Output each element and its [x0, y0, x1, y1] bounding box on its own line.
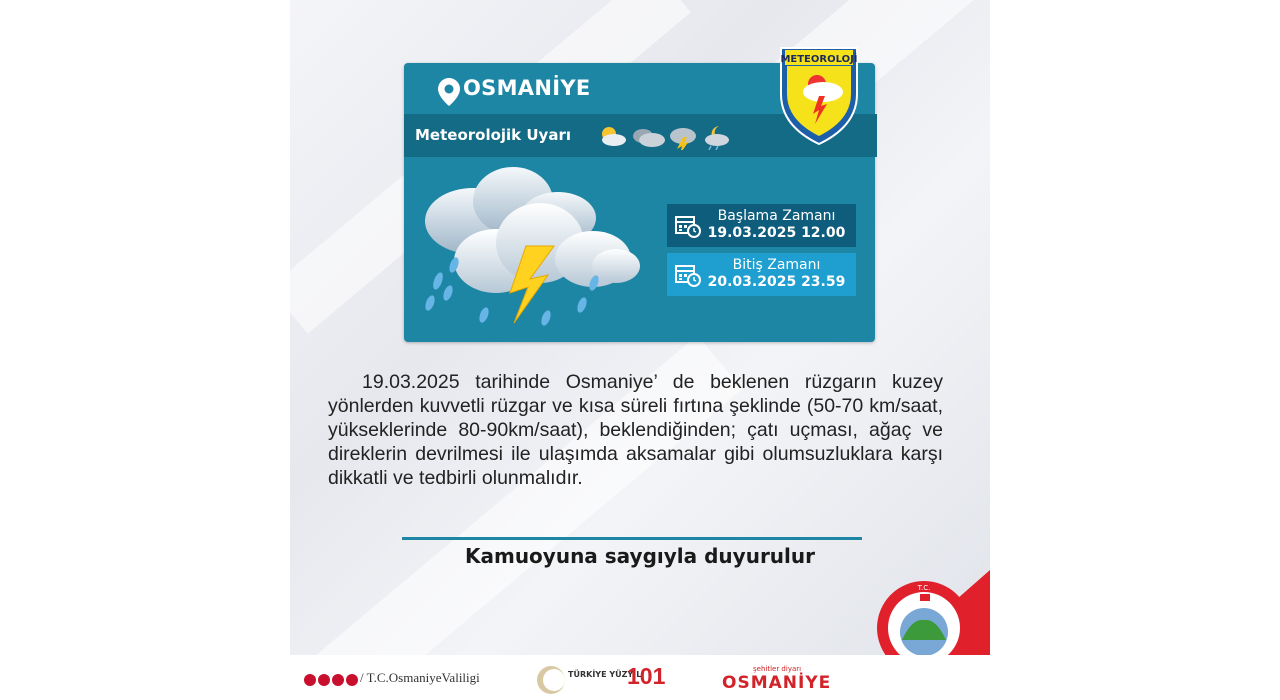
divider	[402, 537, 862, 540]
logo-101: 101	[627, 663, 666, 689]
weather-icons-strip	[597, 122, 737, 150]
turkiye-yuzyili-text: TÜRKİYE YÜZYILI	[568, 670, 645, 679]
cloudy-icon	[633, 129, 665, 147]
announcement-body: 19.03.2025 tarihinde Osmaniye’ de beklenen rüzgarın kuzey yönlerden kuvvetli rüzgar ve kısa süreli fırtına şeklinde (50-70 km/saat, yükseklerinde 80-90km/saat), beklendiğinden; çatı uçması, ağaç ve direklerin devrilmesi ile ulaşımda aksamalar gibi olumsuzluklara karşı dikkatli ve tedbirli olunmalıdır.	[328, 371, 943, 489]
end-time-value: 20.03.2025 23.59	[707, 274, 846, 290]
storm-cloud-illustration	[418, 163, 648, 333]
city-logo-tagline: şehitler diyarı	[753, 665, 802, 673]
social-icons	[304, 673, 358, 687]
seal-top-text: T.C.	[917, 584, 931, 592]
footer-bar	[290, 655, 990, 700]
night-rain-icon	[705, 126, 729, 150]
x-icon	[304, 674, 316, 686]
end-time-box	[667, 253, 856, 296]
meteoroloji-badge-logo	[777, 44, 861, 146]
end-time-label: Bitiş Zamanı	[732, 257, 821, 273]
location-pin-icon	[438, 78, 460, 106]
social-handle: / T.C.OsmaniyeValiligi	[360, 670, 480, 685]
start-time-value: 19.03.2025 12.00	[707, 225, 846, 241]
card-subtitle: Meteorolojik Uyarı	[415, 126, 571, 144]
youtube-icon	[346, 674, 358, 686]
start-time-label: Başlama Zamanı	[717, 208, 836, 224]
facebook-icon	[318, 674, 330, 686]
badge-text: METEOROLOJİ	[780, 54, 858, 65]
partly-sunny-icon	[602, 127, 626, 146]
thunder-cloud-icon	[670, 128, 696, 150]
start-time-box	[667, 204, 856, 247]
announcement-poster	[290, 0, 990, 700]
city-title: OSMANİYE	[463, 76, 591, 100]
closing-line: Kamuoyuna saygıyla duyurulur	[464, 544, 816, 568]
city-logo: OSMANİYE	[722, 673, 832, 693]
instagram-icon	[332, 674, 344, 686]
